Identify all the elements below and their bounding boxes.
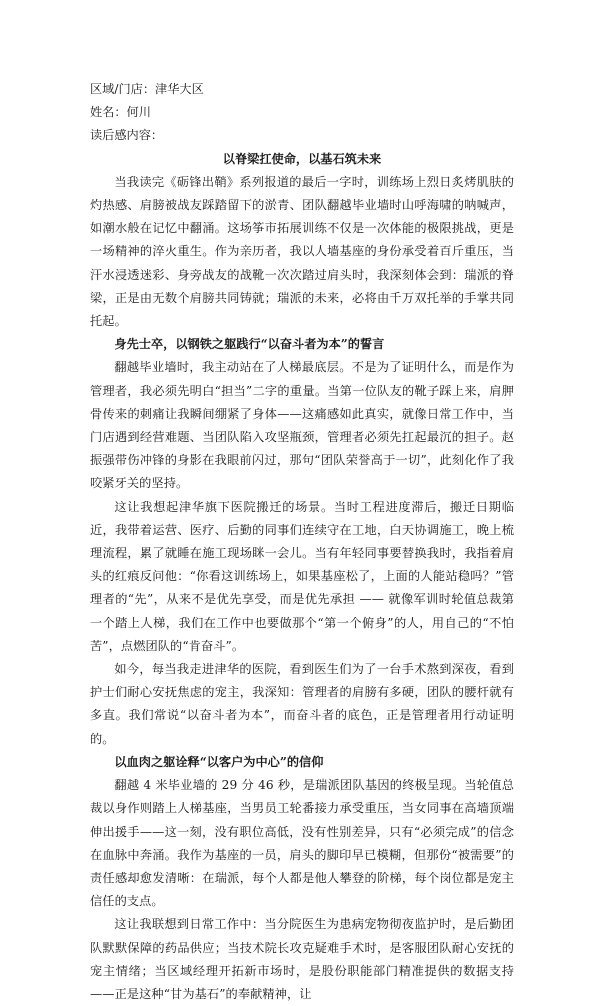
region-line: 区域/门店：津华大区: [90, 82, 204, 96]
paragraph-intro: 当我读完《砺锋出鞘》系列报道的最后一字时，训练场上烈日炙烤肌肤的灼热感、肩膀被战友踩踏留下的淤青、团队翻越毕业墙时山呼海啸的呐喊声，如潮水般在记忆中翻涌。这场筝市拓展训练不仅是一次体能的极限挑战，更是一场精神的淬火重生。作为亲历者，我以人墙基座的身份承受着百斤重压，当汗水浸透迷彩、身旁战友的战靴一次次踏过肩头时，我深刻体会到：瑞派的脊梁，正是由无数个肩膀共同铸就；瑞派的未来，必将由千万双托举的手掌共同托起。: [90, 174, 514, 329]
name-line: 姓名：何川: [90, 105, 151, 120]
paragraph-relocation: 这让我想起津华旗下医院搬迁的场景。当时工程进度滞后，搬迁日期临近，我带着运营、医疗、后勤的同事们连续守在工地，白天协调施工，晚上梳理流程，累了就睡在施工现场眯一会儿。当有年轻同事要替换我时，我指着肩头的红痕反问他：“你看这训练场上，如果基座松了，上面的人能站稳吗？”管理者的“先”，从来不是优先享受，而是优先承担 —— 就像军训时轮值总裁第一个踏上人梯，我们在工作中也要做那个“第一个俯身”的人，用自己的“不怕苦”，点燃团队的“肯奋斗”。: [90, 499, 514, 653]
paragraph-graduation-wall: 翻越 4 米毕业墙的 29 分 46 秒，是瑞派团队基因的终极呈现。当轮值总裁以身作则踏上人梯基座，当男员工轮番接力承受重压，当女同事在高墙顶端伸出援手——这一刻，没有职位高低，没有性别差异，只有“必须完成”的信念在血脉中奔涌。我作为基座的一员，肩头的脚印早已模糊，但那份“被需要”的责任感却愈发清晰：在瑞派，每个人都是他人攀登的阶梯，每个岗位都是宠主信任的支点。: [90, 778, 514, 909]
section-heading-2: 以血肉之躯诠释“以客户为中心”的信仰: [114, 754, 324, 769]
paragraph-daily-work: 这让我联想到日常工作中：当分院医生为患病宠物彻夜监护时，是后勤团队默默保障的药品供应；当技术院长攻克疑难手术时，是客服团队耐心安抚的宠主情绪；当区域经理开拓新市场时，是股份职能部门精准提供的数据支持——正是这种“甘为基石”的奉献精神，让: [90, 917, 514, 1001]
paragraph-shoulders: 如今，每当我走进津华的医院，看到医生们为了一台手术熬到深夜，看到护士们耐心安抚焦虑的宠主，我深知：管理者的肩膀有多硬，团队的腰杆就有多直。我们常说“以奋斗者为本”，而奋斗者的底色，正是管理者用行动证明的。: [90, 662, 514, 746]
paragraph-wall: 翻越毕业墙时，我主动站在了人梯最底层。不是为了证明什么，而是作为管理者，我必须先明白“担当”二字的重量。当第一位队友的靴子踩上来，肩胛骨传来的刺痛让我瞬间绷紧了身体——这痛感如此真实，就像日常工作中，当门店遇到经营难题、当团队陷入攻坚瓶颈，管理者必须先扛起最沉的担子。赵振强带伤冲锋的身影在我眼前闪过，那句“团队荣誉高于一切”，此刻化作了我咬紧牙关的坚持。: [90, 360, 514, 491]
content-label: 读后感内容：: [90, 128, 164, 143]
article-title: 以脊梁扛使命，以基石筑未来: [222, 151, 382, 166]
section-heading-1: 身先士卒，以钢铁之躯践行“以奋斗者为本”的誓言: [114, 337, 385, 352]
